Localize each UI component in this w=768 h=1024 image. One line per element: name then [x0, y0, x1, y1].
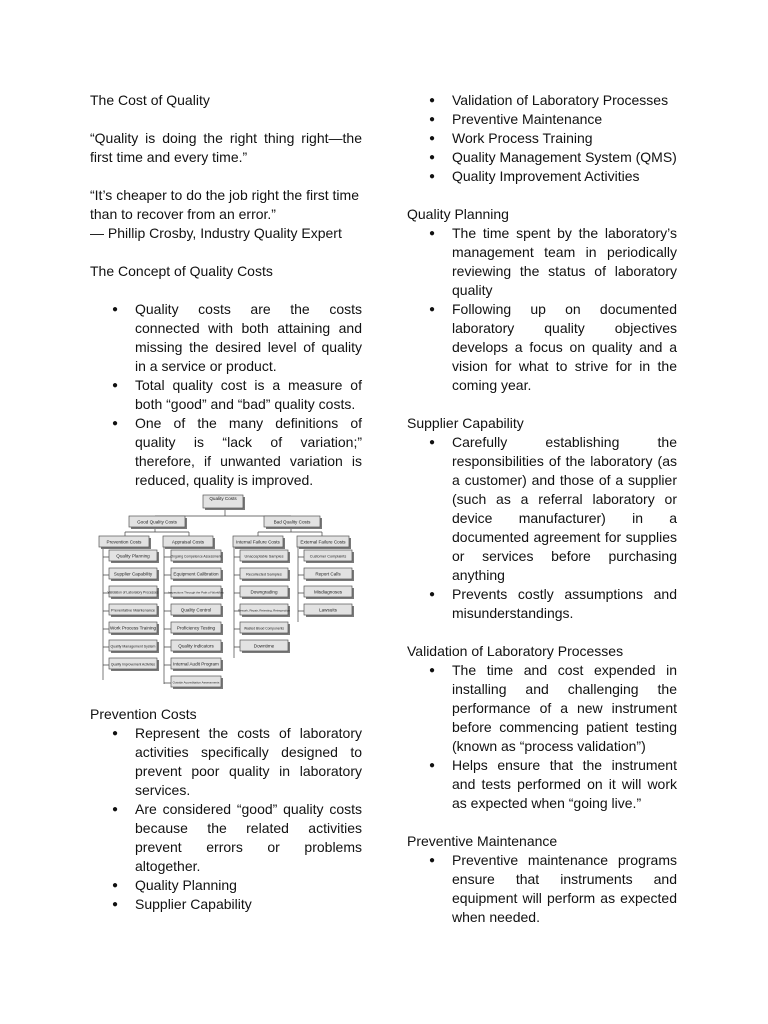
- supplier-capability-list: [407, 433, 677, 623]
- diagram-node: Quality Management System: [110, 644, 156, 649]
- diagram-node: Ongoing Competence Assessment: [170, 554, 222, 559]
- diagram-node: Validation of Laboratory Processes: [107, 590, 159, 595]
- diagram-node: Wasted Blood Components: [243, 626, 285, 631]
- diagram-node: Misdiagnoses: [313, 589, 343, 595]
- left-column: [90, 91, 362, 914]
- list-item: ● Are considered “good” quality costs because the related activities prevent errors or problems altogether.: [90, 800, 362, 876]
- quote-attribution: — Phillip Crosby, Industry Quality Expert: [90, 225, 342, 241]
- diagram-node: Downtime: [253, 643, 275, 649]
- diagram-node: Work Process Training: [109, 625, 157, 631]
- concept-list: [90, 300, 362, 490]
- diagram-node: Rework, Repair, Retesting, Reinspection: [238, 608, 290, 613]
- diagram-good-costs: Good Quality Costs: [137, 519, 177, 525]
- preventive-maintenance-list: [407, 851, 677, 927]
- diagram-appraisal: Appraisal Costs: [171, 539, 205, 545]
- list-item: ● One of the many definitions of quality is “lack of variation;” therefore, if unwanted variation is reduced, quality is improved.: [90, 414, 362, 490]
- diagram-node: Equipment Calibration: [173, 571, 219, 577]
- diagram-node: Internal Audit Program: [173, 661, 219, 667]
- supplier-capability-heading: Supplier Capability: [407, 415, 524, 431]
- diagram-node: Quality Planning: [116, 553, 150, 559]
- preventive-maintenance-heading: Preventive Maintenance: [407, 833, 558, 849]
- diagram-node: Supplier Capability: [113, 571, 153, 577]
- diagram-node: Inspections Through the Path of Workflow: [168, 590, 224, 595]
- diagram-root: Quality Costs: [209, 496, 237, 501]
- diagram-node: Downgrading: [250, 589, 278, 595]
- diagram-node: Unacceptable Samples: [244, 554, 284, 559]
- quality-costs-diagram: [95, 494, 365, 689]
- diagram-internal-children: [234, 550, 290, 653]
- list-item: ● Carefully establishing the responsibilities of the laboratory (as a customer) and those of a supplier (such as a referral laboratory or device manufacturer) in a documented agreement for supplies or services before purchasing anything: [407, 433, 677, 585]
- diagram-external: External Failure Costs: [300, 539, 346, 545]
- prevention-list: [90, 724, 362, 914]
- diagram-node: Quality Indicators: [178, 643, 214, 649]
- list-item: ● Quality Planning: [90, 876, 362, 895]
- diagram-internal: Internal Failure Costs: [236, 539, 280, 545]
- right-column: [407, 91, 677, 927]
- diagram-node: Outside Accreditation Assessments: [172, 680, 220, 685]
- quote-one: “Quality is doing the right thing right—the first time and every time.”: [90, 130, 362, 165]
- list-item: ● Helps ensure that the instrument and tests performed on it will work as expected when “going live.”: [407, 756, 677, 813]
- list-item: ● Quality costs are the costs connected with both attaining and missing the desired level of quality in a service or product.: [90, 300, 362, 376]
- diagram-node: Preventative Maintenance: [111, 608, 155, 613]
- diagram-bad-costs: Bad Quality Costs: [273, 519, 311, 525]
- list-item: ● The time spent by the laboratory’s management team in periodically reviewing the status of laboratory quality: [407, 224, 677, 300]
- list-item: ● Supplier Capability: [90, 895, 362, 914]
- list-item: ● The time and cost expended in installing and challenging the performance of a new instrument before commencing patient testing (known as “process validation”): [407, 661, 677, 756]
- diagram-prevention-children: [103, 550, 159, 671]
- diagram-external-children: [298, 550, 354, 617]
- diagram-node: Quality Improvement Activities: [110, 662, 156, 667]
- list-item: ● Represent the costs of laboratory activities specifically designed to prevent poor quality in laboratory services.: [90, 724, 362, 800]
- quote-two: “It’s cheaper to do the job right the first time than to recover from an error.”: [90, 187, 359, 222]
- prevention-continued-list: [407, 91, 677, 186]
- quality-planning-list: [407, 224, 677, 395]
- list-item: ● Quality Management System (QMS): [407, 148, 677, 167]
- quality-planning-heading: Quality Planning: [407, 206, 509, 222]
- list-item: ● Preventive Maintenance: [407, 110, 677, 129]
- document-title: The Cost of Quality: [90, 92, 210, 108]
- diagram-node: Recollected Samples: [246, 572, 282, 577]
- diagram-appraisal-children: [164, 550, 225, 689]
- list-item: ● Work Process Training: [407, 129, 677, 148]
- list-item: ● Prevents costly assumptions and misunderstandings.: [407, 585, 677, 623]
- diagram-node: Quality Control: [180, 607, 212, 613]
- validation-heading: Validation of Laboratory Processes: [407, 643, 624, 659]
- list-item: ● Total quality cost is a measure of both “good” and “bad” quality costs.: [90, 376, 362, 414]
- list-item: ● Preventive maintenance programs ensure that instruments and equipment will perform as expected when needed.: [407, 851, 677, 927]
- diagram-node: Customer Complaints: [309, 554, 347, 559]
- prevention-heading: Prevention Costs: [90, 706, 197, 722]
- concept-heading: The Concept of Quality Costs: [90, 263, 273, 279]
- list-item: ● Quality Improvement Activities: [407, 167, 677, 186]
- list-item: ● Following up on documented laboratory quality objectives develops a focus on quality and a vision for what to strive for in the coming year.: [407, 300, 677, 395]
- list-item: ● Validation of Laboratory Processes: [407, 91, 677, 110]
- validation-list: [407, 661, 677, 813]
- diagram-prevention: Prevention Costs: [106, 539, 142, 545]
- diagram-node: Proficiency Testing: [176, 625, 216, 631]
- diagram-node: Lawsuits: [319, 607, 337, 613]
- diagram-node: Report Calls: [315, 571, 341, 577]
